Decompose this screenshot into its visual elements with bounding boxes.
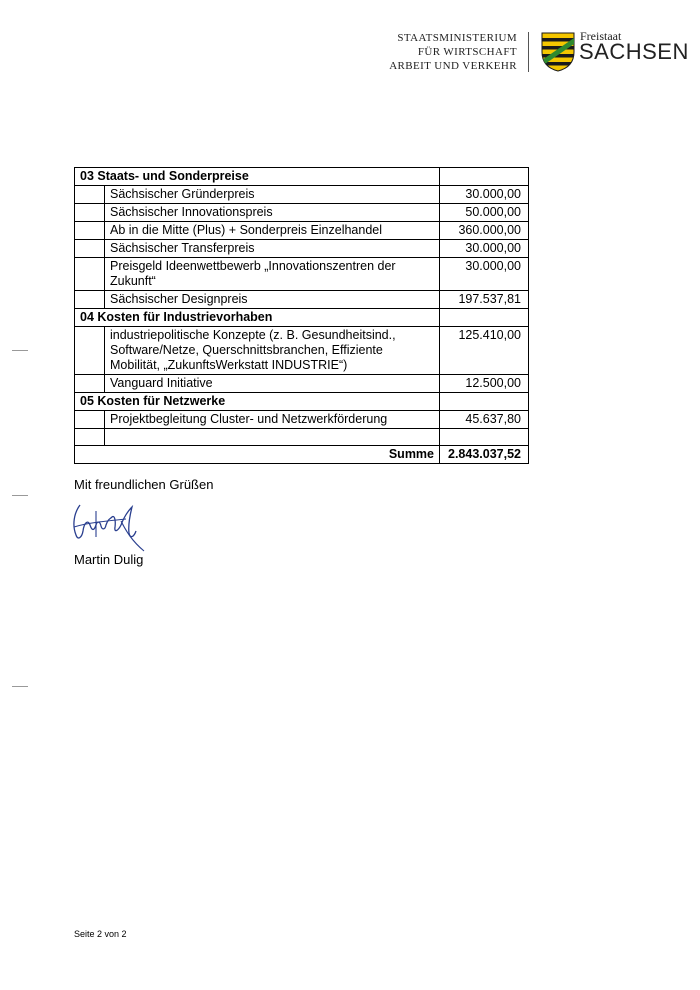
row-label: Vanguard Initiative	[105, 375, 440, 393]
row-label: Sächsischer Designpreis	[105, 291, 440, 309]
fold-mark	[12, 686, 28, 687]
section-header-row	[75, 393, 529, 411]
row-amount: 50.000,00	[440, 204, 529, 222]
ministry-line-2: FÜR WIRTSCHAFT	[417, 46, 517, 58]
page-number: Seite 2 von 2	[74, 929, 127, 939]
empty-row	[75, 429, 529, 446]
closing-phrase: Mit freundlichen Grüßen	[74, 477, 214, 492]
row-amount: 30.000,00	[440, 186, 529, 204]
fold-mark	[12, 350, 28, 351]
row-amount: 30.000,00	[440, 258, 529, 291]
ministry-name	[389, 31, 517, 73]
cost-table	[74, 167, 529, 464]
section-title: 04 Kosten für Industrievorhaben	[75, 309, 440, 327]
table-row	[75, 375, 529, 393]
sum-amount: 2.843.037,52	[440, 446, 529, 464]
table-row	[75, 240, 529, 258]
section-amount-cell	[440, 168, 529, 186]
row-label: Projektbegleitung Cluster- und Netzwerkförderung	[105, 411, 440, 429]
row-label: Preisgeld Ideenwettbewerb „Innovationszentren der Zukunft“	[105, 258, 440, 291]
table-row	[75, 204, 529, 222]
saxony-crest-icon	[541, 32, 575, 72]
state-label-small: Freistaat	[580, 29, 622, 43]
table-row	[75, 222, 529, 240]
row-amount: 30.000,00	[440, 240, 529, 258]
ministry-line-3: ARBEIT UND VERKEHR	[389, 60, 517, 72]
table-row	[75, 411, 529, 429]
row-amount: 12.500,00	[440, 375, 529, 393]
fold-mark	[12, 495, 28, 496]
table-row	[75, 258, 529, 291]
section-title: 05 Kosten für Netzwerke	[75, 393, 440, 411]
row-label: industriepolitische Konzepte (z. B. Gesundheitsind., Software/Netze, Querschnittsbranchen, Effiziente Mobilität, „ZukunftsWerkstatt INDUSTRIE“)	[105, 327, 440, 375]
row-label: Sächsischer Innovationspreis	[105, 204, 440, 222]
state-label-big: SACHSEN	[579, 39, 689, 64]
row-label: Sächsischer Gründerpreis	[105, 186, 440, 204]
sum-row	[75, 446, 529, 464]
ministry-line-1: STAATSMINISTERIUM	[397, 32, 517, 44]
table-row	[75, 327, 529, 375]
row-label: Sächsischer Transferpreis	[105, 240, 440, 258]
row-amount: 360.000,00	[440, 222, 529, 240]
section-amount-cell	[440, 393, 529, 411]
row-amount: 197.537,81	[440, 291, 529, 309]
table-row	[75, 186, 529, 204]
section-title: 03 Staats- und Sonderpreise	[75, 168, 440, 186]
sum-label: Summe	[75, 446, 440, 464]
row-amount: 125.410,00	[440, 327, 529, 375]
handwritten-signature	[66, 497, 150, 553]
section-amount-cell	[440, 309, 529, 327]
table-row	[75, 291, 529, 309]
section-header-row	[75, 309, 529, 327]
header-divider	[528, 32, 529, 72]
signer-name: Martin Dulig	[74, 552, 144, 567]
row-label: Ab in die Mitte (Plus) + Sonderpreis Einzelhandel	[105, 222, 440, 240]
section-header-row	[75, 168, 529, 186]
row-amount: 45.637,80	[440, 411, 529, 429]
